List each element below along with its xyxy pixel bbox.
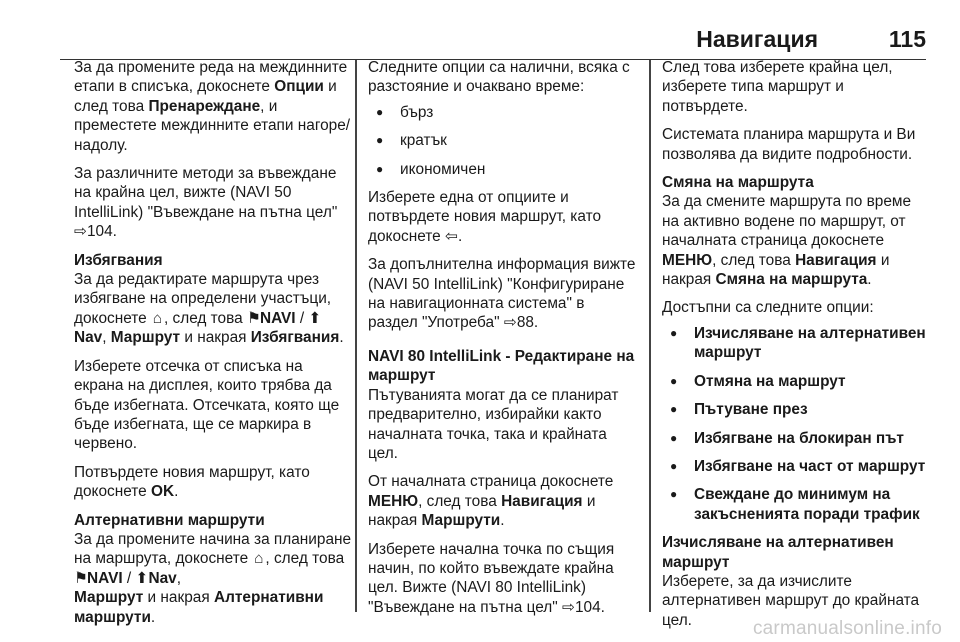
paragraph: От началната страница докоснете МЕНЮ, след това Навигация и накрая Маршрути. [368, 473, 614, 530]
paragraph: За да промените реда на междинните етапи в списъка, докоснете Опции и след това Пренареждане, и преместете междинните етапи нагоре/надолу. [74, 59, 351, 154]
paragraph: Изберете, за да изчислите алтернативен маршрут до крайната цел. [662, 572, 920, 629]
route-options-list [368, 103, 636, 179]
paragraph: Изберете начална точка по същия начин, по който въвеждате крайна цел. Вижте (NAVI 80 IntelliLink) "Въвеждане на пътна цел" ⇨104. [368, 540, 615, 616]
paragraph: След това изберете крайна цел, изберете типа маршрут и потвърдете. [662, 59, 893, 115]
subheading: NAVI 80 IntelliLink - Редактиране на маршрут [368, 347, 635, 385]
column-1 [74, 58, 352, 636]
page-ref-icon: ⇨ [74, 223, 87, 241]
navigation-arrow-icon: ⬆ [308, 309, 322, 327]
column-2 [368, 58, 636, 626]
list-item: ● Избягване на част от маршрут [662, 457, 930, 476]
paragraph: Системата планира маршрута и Ви позволява да видите подробности. [662, 126, 916, 163]
flag-icon: ⚑ [74, 569, 88, 587]
paragraph: Изберете отсечка от списъка на екрана на дисплея, които трябва да бъде избегната. Отсечката, която ще бъде избегната, ще се маркира в червено. [74, 357, 340, 453]
list-item: ● икономичен [368, 160, 636, 179]
paragraph: Следните опции са налични, всяка с разстояние и очаквано време: [368, 59, 630, 96]
page-ref-icon: ⇨ [562, 598, 575, 616]
back-arrow-icon: ⇦ [445, 227, 458, 245]
section-title: Навигация [696, 26, 818, 52]
paragraph: Изберете една от опциите и потвърдете новия маршрут, като докоснете ⇦. [368, 189, 602, 245]
list-item: ● Свеждане до минимум на закъсненията поради трафик [662, 485, 930, 524]
column-3 [662, 58, 930, 639]
subheading: Алтернативни маршрути [74, 511, 265, 529]
list-item: ● бърз [368, 103, 636, 122]
list-item: ● Отмяна на маршрут [662, 372, 930, 391]
flag-icon: ⚑ [246, 309, 261, 327]
page-ref-icon: ⇨ [503, 314, 517, 332]
paragraph: За различните методи за въвеждане на крайна цел, вижте (NAVI 50 IntelliLink) "Въвеждане на пътна цел" ⇨104. [74, 165, 338, 241]
reroute-options-list [662, 324, 930, 524]
home-icon: ⌂ [152, 309, 163, 327]
home-icon: ⌂ [254, 550, 264, 568]
paragraph: За да смените маршрута по време на активно водене по маршрут, от началната страница докоснете МЕНЮ, след това Навигация и накрая Смяна на маршрута. [662, 193, 912, 289]
paragraph: Достъпни са следните опции: [662, 299, 874, 317]
subheading: Избягвания [74, 251, 163, 269]
page-header [60, 20, 926, 60]
subheading: Изчисляване на алтернативен маршрут [662, 534, 894, 571]
paragraph: Потвърдете новия маршрут, като докоснете OK. [74, 463, 310, 501]
list-item: ● Избягване на блокиран път [662, 429, 930, 448]
paragraph: За да редактирате маршрута чрез избягване на определени участъци, докоснете ⌂ , след това ⚑NAVI / ⬆Nav, Маршрут и накрая Избягвания. [74, 271, 344, 347]
subheading: Смяна на маршрута [662, 174, 814, 192]
navigation-arrow-icon: ⬆ [135, 569, 149, 587]
list-item: ● Изчисляване на алтернативен маршрут [662, 324, 930, 363]
column-divider [649, 60, 651, 612]
column-divider [355, 60, 357, 612]
paragraph: За допълнителна информация вижте (NAVI 50 IntelliLink) "Конфигуриране на навигационната система" в раздел "Употреба" ⇨88. [368, 256, 636, 332]
paragraph: Пътуванията могат да се планират предварително, избирайки както началната точка, така и крайната цел. [368, 386, 619, 462]
page-number: 115 [888, 26, 926, 52]
watermark: carmanualsonline.info [752, 618, 942, 639]
paragraph: За да промените начина за планиране на маршрута, докоснете ⌂ , след това ⚑NAVI / ⬆Nav, Маршрут и накрая Алтернативни маршрути. [74, 530, 352, 626]
list-item: ● Пътуване през [662, 400, 930, 419]
list-item: ● кратък [368, 131, 636, 150]
